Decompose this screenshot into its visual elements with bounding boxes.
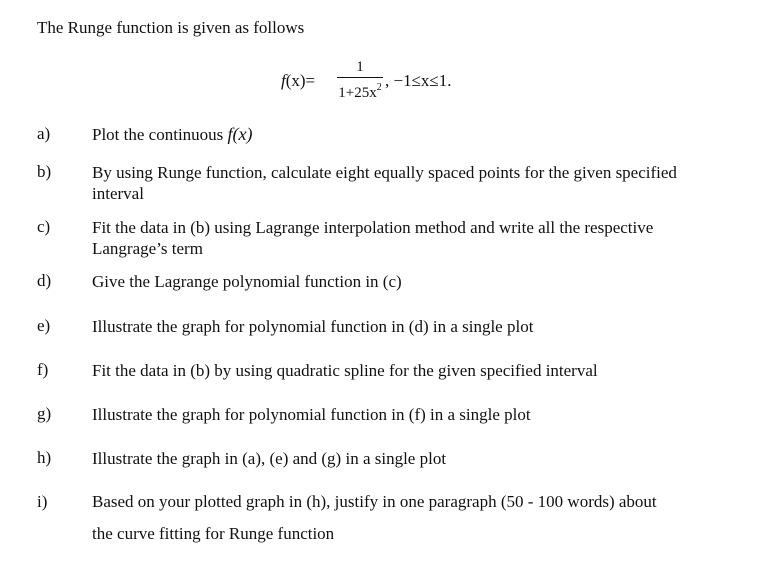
item-label: a) bbox=[37, 124, 51, 143]
formula-arg: (x)= bbox=[285, 71, 316, 90]
item-text-line2: Langrage’s term bbox=[92, 239, 203, 258]
item-label: d) bbox=[37, 271, 52, 290]
item-text: Illustrate the graph in (a), (e) and (g) in a single plot bbox=[92, 449, 447, 468]
item-text: Illustrate the graph for polynomial function in (f) in a single plot bbox=[92, 405, 531, 424]
item-label: f) bbox=[37, 360, 49, 379]
item-label: c) bbox=[37, 217, 51, 236]
formula-denominator-base: 1+25x bbox=[338, 85, 377, 101]
formula-lhs bbox=[281, 71, 315, 91]
item-text-line1: Fit the data in (b) using Lagrange interpolation method and write all the respective bbox=[92, 218, 654, 237]
item-label: h) bbox=[37, 448, 52, 467]
item-text-line2: the curve fitting for Runge function bbox=[92, 524, 335, 543]
item-text-prefix: Plot the continuous bbox=[92, 125, 228, 144]
formula-fraction bbox=[337, 58, 383, 102]
item-text-line1: By using Runge function, calculate eight equally spaced points for the given specified bbox=[92, 163, 677, 182]
formula-denominator bbox=[337, 79, 383, 102]
item-label: i) bbox=[37, 492, 48, 511]
intro-text: The Runge function is given as follows bbox=[37, 18, 305, 37]
runge-formula bbox=[281, 58, 541, 108]
item-label: b) bbox=[37, 162, 52, 181]
item-label: e) bbox=[37, 316, 51, 335]
formula-denominator-exp: 2 bbox=[376, 82, 382, 93]
item-text bbox=[92, 217, 732, 259]
fraction-bar bbox=[337, 77, 383, 78]
item-text bbox=[92, 124, 732, 145]
item-text: Give the Lagrange polynomial function in (c) bbox=[92, 272, 402, 291]
formula-range: , −1≤x≤1. bbox=[385, 71, 452, 90]
item-text-line1: Based on your plotted graph in (h), justify in one paragraph (50 - 100 words) about bbox=[92, 492, 657, 511]
item-text bbox=[92, 162, 732, 204]
item-text: Fit the data in (b) by using quadratic spline for the given specified interval bbox=[92, 361, 598, 380]
formula-numerator: 1 bbox=[356, 59, 364, 75]
formula-f: f bbox=[281, 71, 286, 90]
item-math: f(x) bbox=[227, 124, 253, 144]
item-text: Illustrate the graph for polynomial function in (d) in a single plot bbox=[92, 317, 534, 336]
item-text bbox=[92, 486, 732, 550]
item-label: g) bbox=[37, 404, 52, 423]
item-text-line2: interval bbox=[92, 184, 144, 203]
